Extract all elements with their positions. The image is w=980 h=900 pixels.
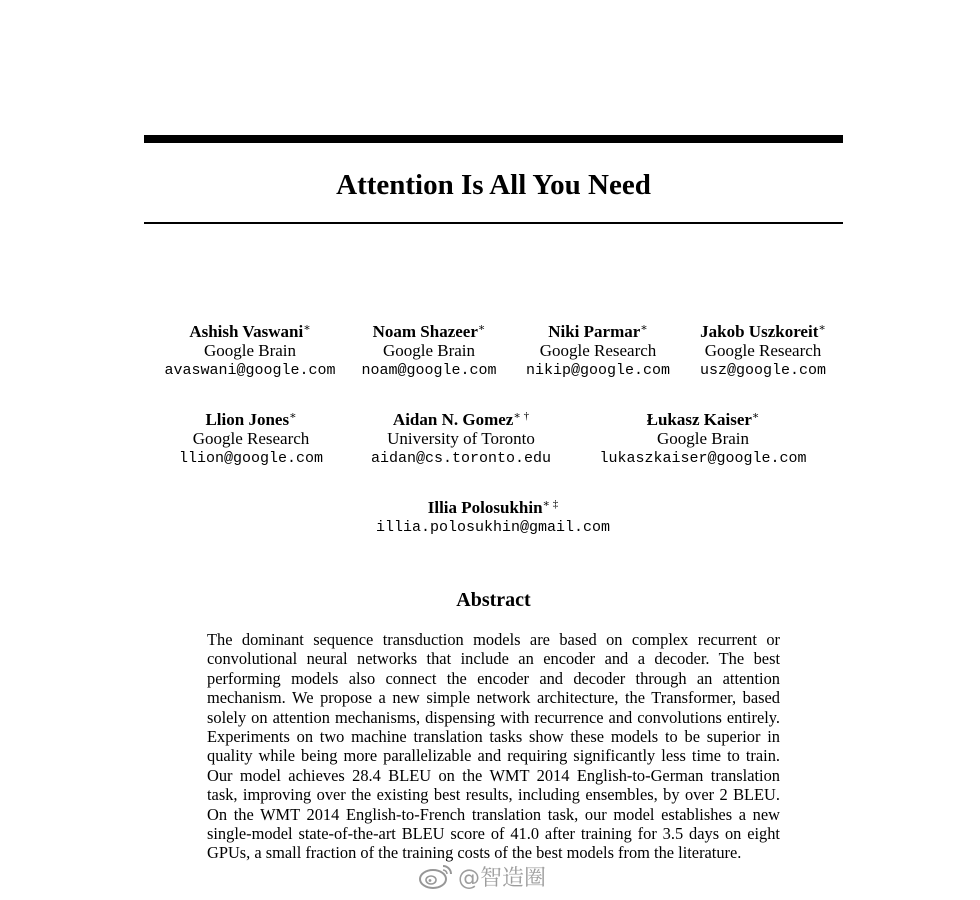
author-block — [179, 410, 323, 469]
paper-title: Attention Is All You Need — [336, 169, 651, 201]
author-block — [700, 322, 826, 381]
author-block — [164, 322, 335, 381]
author-name: Ashish Vaswani∗ — [189, 322, 311, 341]
author-name: Noam Shazeer∗ — [372, 322, 486, 341]
author-block — [376, 498, 610, 538]
author-name: Aidan N. Gomez∗ † — [392, 410, 530, 429]
author-affiliation: Google Research — [192, 429, 310, 448]
author-affiliation: University of Toronto — [387, 429, 535, 448]
title-top-rule — [144, 135, 843, 143]
author-name: Jakob Uszkoreit∗ — [700, 322, 826, 341]
weibo-icon — [418, 862, 454, 890]
abstract-heading: Abstract — [456, 589, 531, 611]
abstract-body: The dominant sequence transduction models are based on complex recurrent or convolutional neural networks that include an encoder and a decoder. The best performing models also connect the encoder and decoder through an attention mechanism. We propose a new simple network architecture, the Transformer, based solely on attention mechanisms, dispensing with recurrence and convolutions entirely. Experiments on two machine translation tasks show these models to be superior in quality while being more parallelizable and requiring significantly less time to train. Our model achieves 28.4 BLEU on the WMT 2014 English-to-German translation task, improving over the existing best results, including ensembles, by over 2 BLEU. On the WMT 2014 English-to-French translation task, our model establishes a new single-model state-of-the-art BLEU score of 41.0 after training for 3.5 days on eight GPUs, a small fraction of the training costs of the best models from the literature. — [207, 630, 780, 863]
author-email[interactable]: nikip@google.com — [525, 362, 671, 379]
author-email[interactable]: noam@google.com — [361, 362, 497, 379]
author-email[interactable]: usz@google.com — [699, 362, 827, 379]
author-email[interactable]: avaswani@google.com — [164, 362, 336, 379]
author-block — [526, 322, 670, 381]
author-affiliation: Google Brain — [382, 341, 476, 360]
author-block — [371, 410, 551, 469]
watermark — [418, 860, 546, 892]
title-bottom-rule — [144, 222, 843, 224]
author-name: Łukasz Kaiser∗ — [646, 410, 760, 429]
author-email[interactable]: illia.polosukhin@gmail.com — [375, 519, 611, 536]
author-affiliation: Google Research — [539, 341, 657, 360]
author-email[interactable]: llion@google.com — [178, 450, 324, 467]
author-block — [361, 322, 496, 381]
author-block — [599, 410, 806, 469]
author-affiliation: Google Brain — [656, 429, 750, 448]
author-affiliation: Google Research — [704, 341, 822, 360]
watermark-text: @智造圈 — [458, 865, 547, 891]
author-affiliation: Google Brain — [203, 341, 297, 360]
author-name: Llion Jones∗ — [205, 410, 297, 429]
author-name: Illia Polosukhin∗ ‡ — [427, 498, 559, 517]
author-email[interactable]: aidan@cs.toronto.edu — [370, 450, 552, 467]
author-email[interactable]: lukaszkaiser@google.com — [599, 450, 807, 467]
author-name: Niki Parmar∗ — [548, 322, 648, 341]
